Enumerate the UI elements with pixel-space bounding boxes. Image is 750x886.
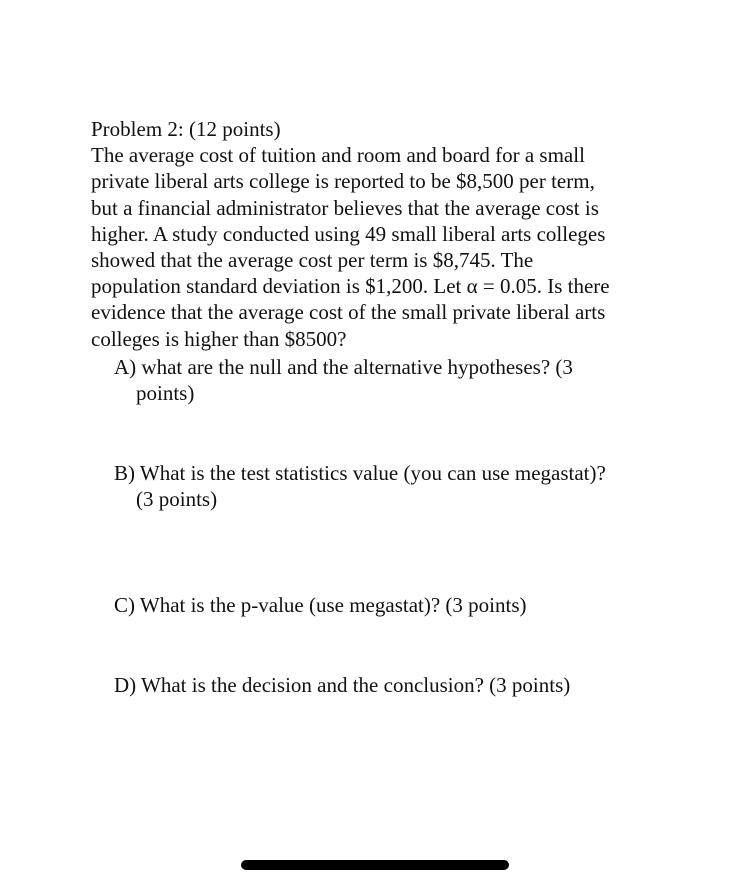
problem-statement — [91, 116, 666, 352]
problem-title: Problem 2: (12 points) — [91, 117, 281, 141]
problem-line: colleges is higher than $8500? — [91, 326, 347, 351]
question-d — [114, 672, 570, 698]
problem-line: evidence that the average cost of the small private liberal arts — [91, 300, 606, 325]
problem-line: but a financial administrator believes that the average cost is — [91, 195, 599, 220]
question-a — [114, 354, 573, 406]
problem-line: The average cost of tuition and room and board for a small — [91, 143, 585, 168]
question-c — [114, 592, 527, 618]
problem-line: showed that the average cost per term is $8,745. The — [91, 248, 534, 273]
problem-line: private liberal arts college is reported to be $8,500 per term, — [91, 169, 595, 194]
question-b-continuation: (3 points) — [136, 487, 218, 512]
problem-line: population standard deviation is $1,200. Let α = 0.05. Is there — [91, 274, 610, 299]
question-b-text: B) What is the test statistics value (you can use megastat)? — [114, 461, 606, 485]
home-indicator-bar[interactable] — [241, 860, 509, 870]
question-c-text: C) What is the p-value (use megastat)? (3 points) — [114, 593, 527, 617]
question-b — [114, 460, 606, 512]
question-d-text: D) What is the decision and the conclusion? (3 points) — [114, 673, 571, 697]
problem-line: higher. A study conducted using 49 small liberal arts colleges — [91, 221, 606, 246]
question-a-continuation: points) — [136, 381, 195, 406]
question-a-text: A) what are the null and the alternative hypotheses? (3 — [114, 355, 573, 379]
